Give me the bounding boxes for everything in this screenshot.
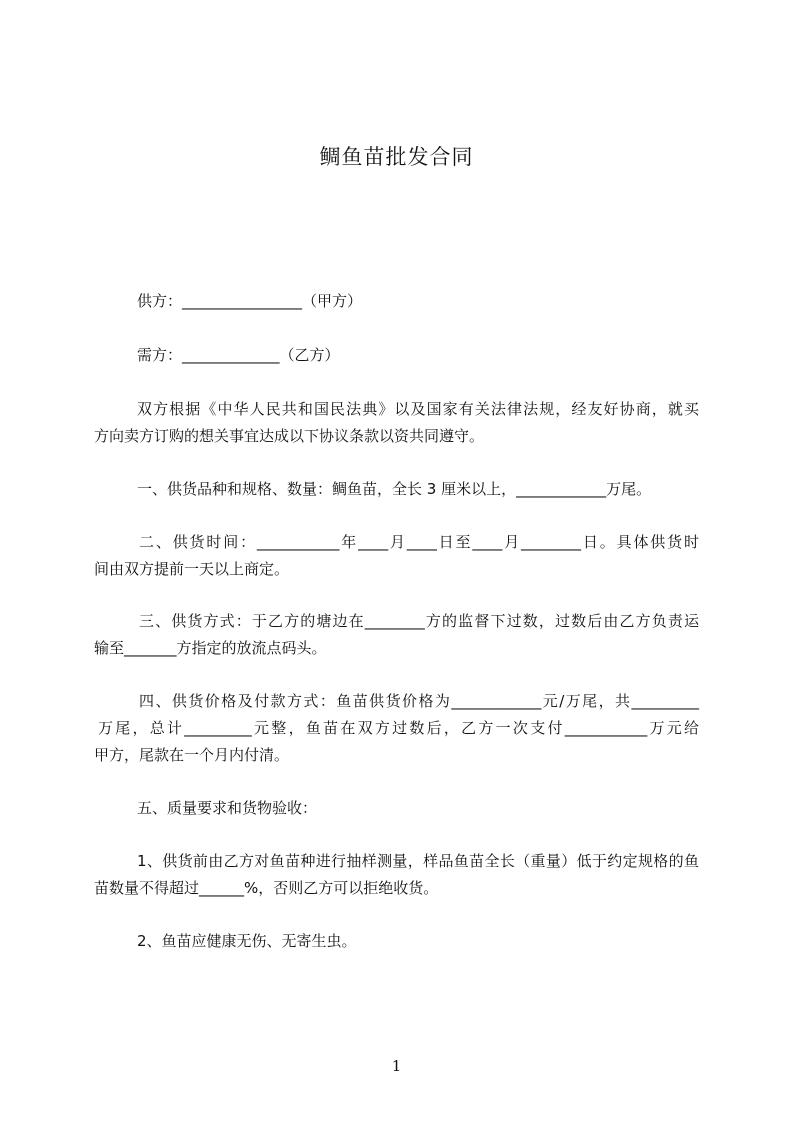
- clause-4-line-1: 四、供货价格及付款方式：鱼苗供货价格为____________元/万尾，共_________: [139, 692, 699, 710]
- clause-1: 一、供货品种和规格、数量：鲷鱼苗，全长 3 厘米以上，____________万尾。: [137, 480, 652, 498]
- buyer-line: 需方：_____________（乙方）: [137, 346, 340, 364]
- supplier-line: 供方：________________（甲方）: [137, 292, 363, 310]
- clause-3-line-2: 输至_______方指定的放流点码头。: [94, 639, 327, 657]
- preamble-line-2: 方向卖方订购的想关事宜达成以下协议条款以资共同遵守。: [94, 427, 485, 445]
- clause-4-line-3: 甲方，尾款在一个月内付清。: [94, 746, 290, 764]
- clause-5-item-2: 2、鱼苗应健康无伤、无寄生虫。: [137, 932, 357, 950]
- clause-4-line-2: 万尾，总计_________元整，鱼苗在双方过数后，乙方一次支付___________万元给: [98, 719, 699, 737]
- clause-2-line-1: 二、供货时间：___________年____月____日至____月________日。具体供货时: [139, 533, 699, 551]
- document-title: 鲷鱼苗批发合同: [319, 145, 474, 169]
- clause-5-heading: 五、质量要求和货物验收：: [137, 799, 318, 817]
- clause-2-line-2: 间由双方提前一天以上商定。: [94, 560, 290, 578]
- clause-5-item-1-line-2: 苗数量不得超过______%，否则乙方可以拒绝收货。: [94, 879, 439, 897]
- clause-5-item-1-line-1: 1、供货前由乙方对鱼苗种进行抽样测量，样品鱼苗全长（重量）低于约定规格的鱼: [137, 852, 699, 870]
- preamble-line-1: 双方根据《中华人民共和国民法典》以及国家有关法律法规，经友好协商，就买: [137, 400, 699, 418]
- page-number: 1: [391, 1057, 402, 1075]
- clause-3-line-1: 三、供货方式：于乙方的塘边在________方的监督下过数，过数后由乙方负责运: [139, 612, 699, 630]
